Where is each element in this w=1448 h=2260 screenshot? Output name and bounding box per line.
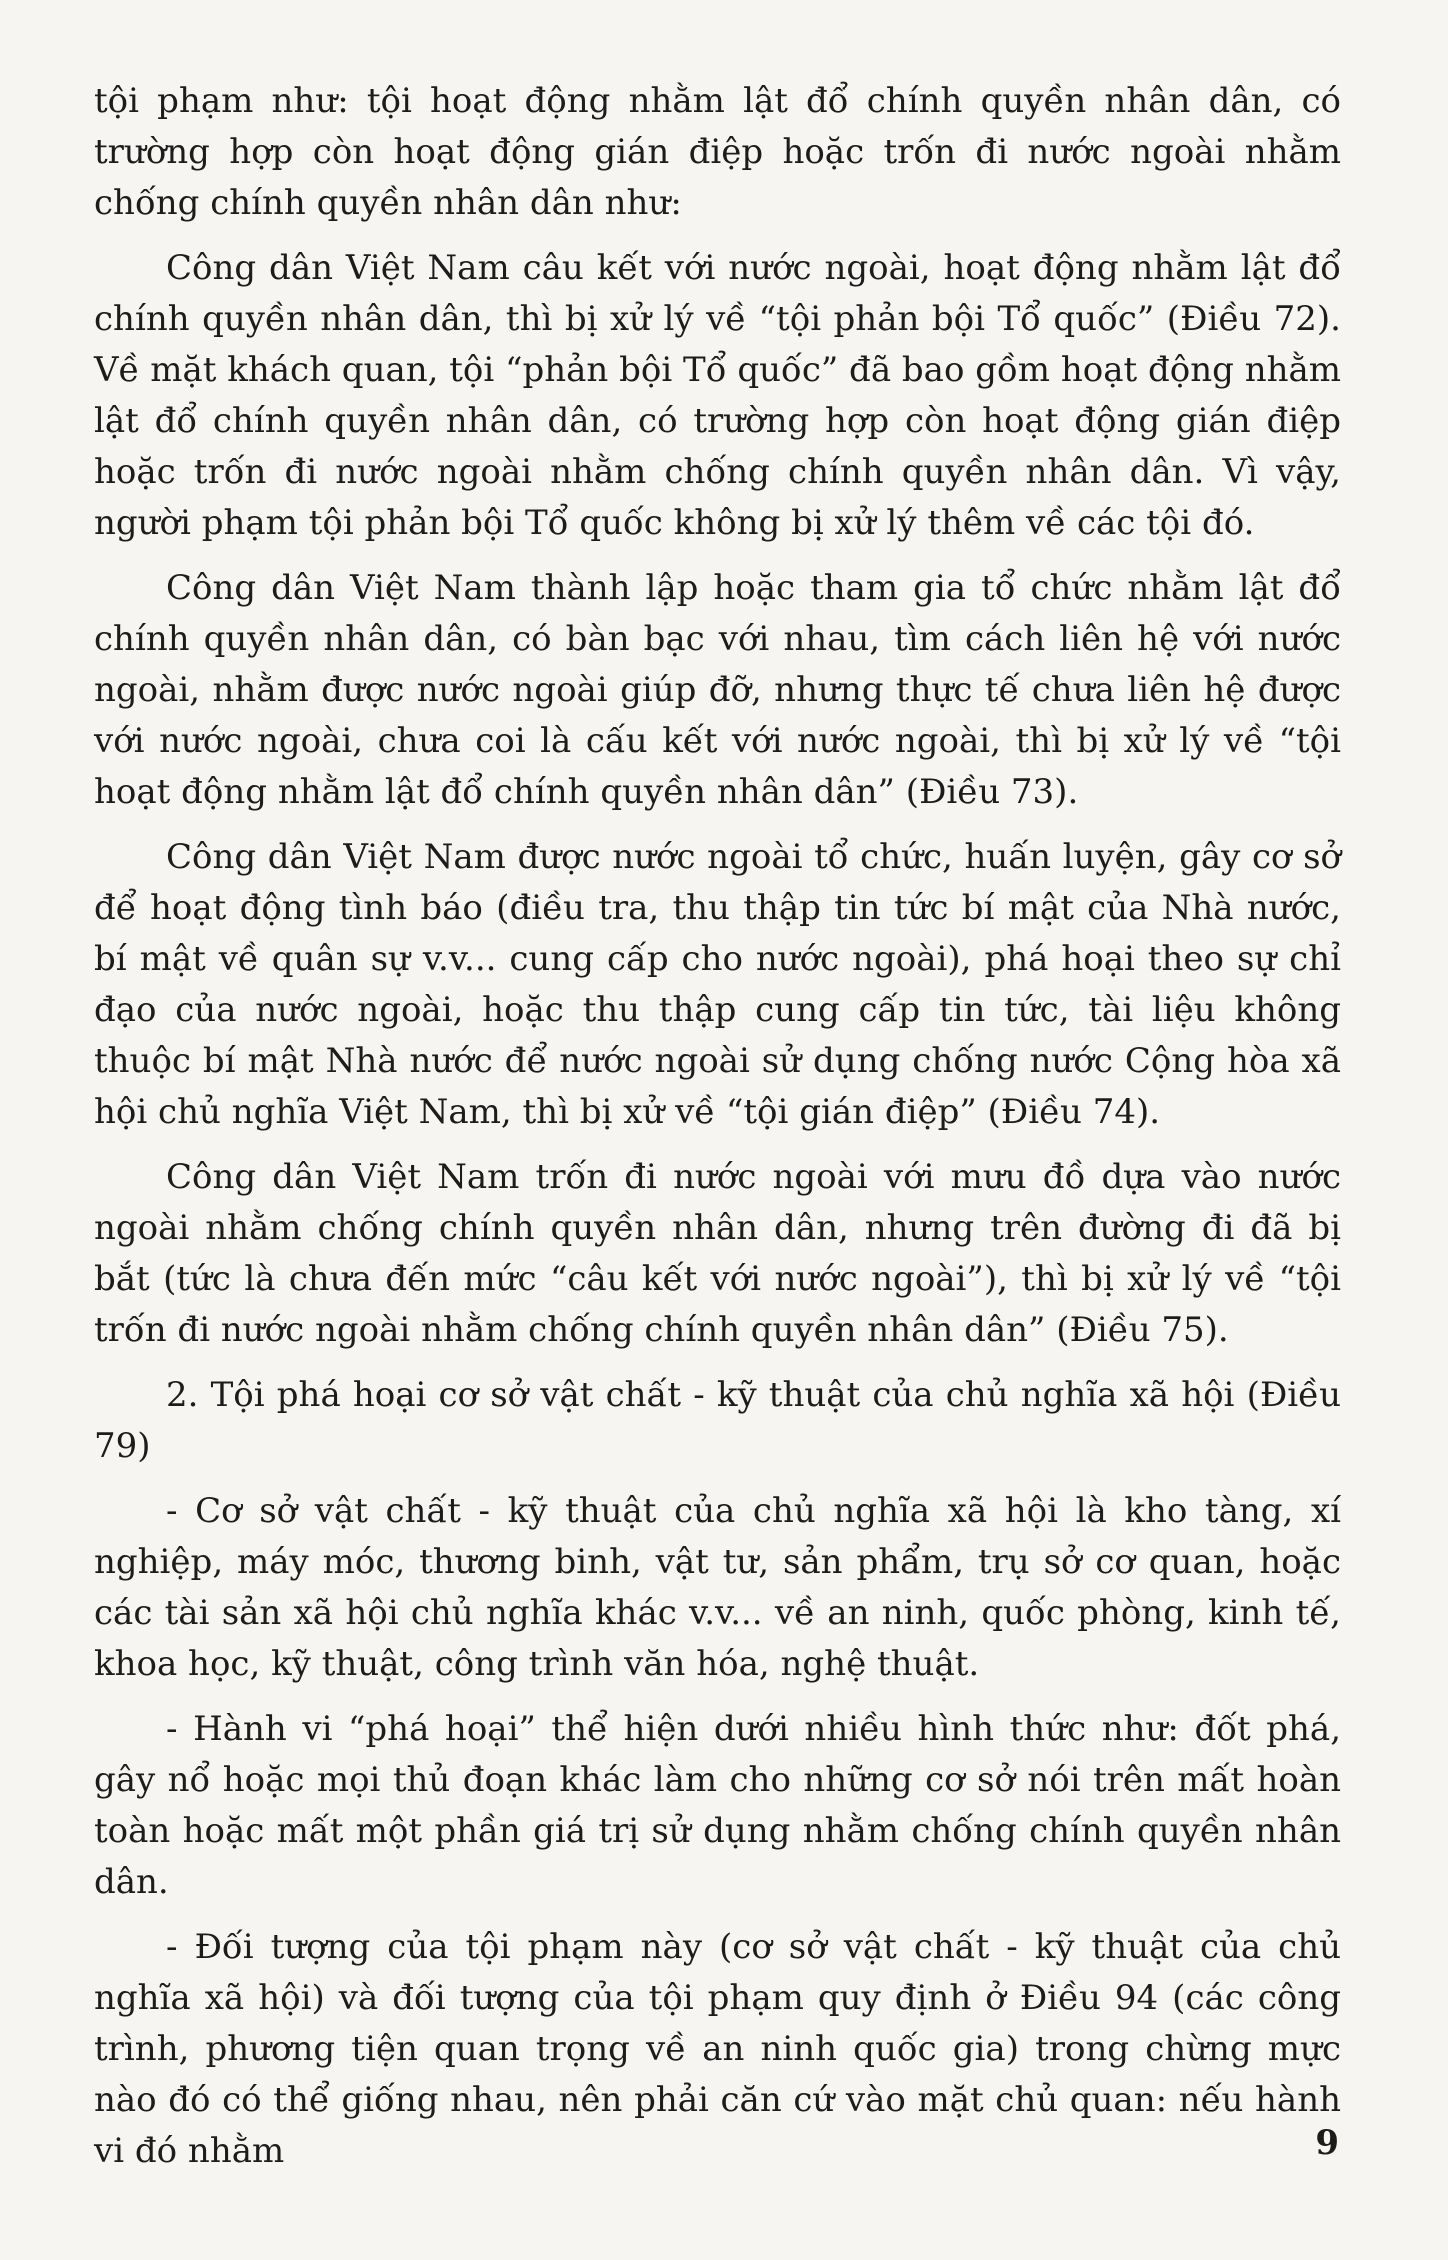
paragraph-sabotage-acts: - Hành vi “phá hoại” thể hiện dưới nhiều hình thức như: đốt phá, gây nổ hoặc mọi thủ đoạn khác làm cho những cơ sở nói trên mất hoàn toàn hoặc mất một phần giá trị sử dụng nhằm chống chính quyền nhân dân. [94, 1709, 1341, 1902]
paragraph-material-basis: - Cơ sở vật chất - kỹ thuật của chủ nghĩa xã hội là kho tàng, xí nghiệp, máy móc, thương binh, vật tư, sản phẩm, trụ sở cơ quan, hoặc các tài sản xã hội chủ nghĩa khác v.v... về an ninh, quốc phòng, kinh tế, khoa học, kỹ thuật, công trình văn hóa, nghệ thuật. [94, 1491, 1341, 1684]
paragraph-overthrow: Công dân Việt Nam thành lập hoặc tham gia tổ chức nhằm lật đổ chính quyền nhân dân, có bàn bạc với nhau, tìm cách liên hệ với nước ngoài, nhằm được nước ngoài giúp đỡ, nhưng thực tế chưa liên hệ được với nước ngoài, chưa coi là cấu kết với nước ngoài, thì bị xử lý về “tội hoạt động nhằm lật đổ chính quyền nhân dân” (Điều 73). [94, 568, 1341, 812]
paragraph-continuation: tội phạm như: tội hoạt động nhằm lật đổ chính quyền nhân dân, có trường hợp còn hoạt động gián điệp hoặc trốn đi nước ngoài nhằm chống chính quyền nhân dân như: [94, 81, 1341, 223]
section-heading-sabotage: 2. Tội phá hoại cơ sở vật chất - kỹ thuật của chủ nghĩa xã hội (Điều 79) [94, 1375, 1341, 1466]
paragraph-treason: Công dân Việt Nam câu kết với nước ngoài, hoạt động nhằm lật đổ chính quyền nhân dân, thì bị xử lý về “tội phản bội Tổ quốc” (Điều 72). Về mặt khách quan, tội “phản bội Tổ quốc” đã bao gồm hoạt động nhằm lật đổ chính quyền nhân dân, có trường hợp còn hoạt động gián điệp hoặc trốn đi nước ngoài nhằm chống chính quyền nhân dân. Vì vậy, người phạm tội phản bội Tổ quốc không bị xử lý thêm về các tội đó. [94, 248, 1341, 543]
paragraph-espionage: Công dân Việt Nam được nước ngoài tổ chức, huấn luyện, gây cơ sở để hoạt động tình báo (điều tra, thu thập tin tức bí mật của Nhà nước, bí mật về quân sự v.v... cung cấp cho nước ngoài), phá hoại theo sự chỉ đạo của nước ngoài, hoặc thu thập cung cấp tin tức, tài liệu không thuộc bí mật Nhà nước để nước ngoài sử dụng chống nước Cộng hòa xã hội chủ nghĩa Việt Nam, thì bị xử về “tội gián điệp” (Điều 74). [94, 837, 1341, 1132]
paragraph-object-of-crime: - Đối tượng của tội phạm này (cơ sở vật chất - kỹ thuật của chủ nghĩa xã hội) và đối tượng của tội phạm quy định ở Điều 94 (các công trình, phương tiện quan trọng về an ninh quốc gia) trong chừng mực nào đó có thể giống nhau, nên phải căn cứ vào mặt chủ quan: nếu hành vi đó nhằm [94, 1927, 1341, 2171]
paragraph-fleeing-abroad: Công dân Việt Nam trốn đi nước ngoài với mưu đồ dựa vào nước ngoài nhằm chống chính quyền nhân dân, nhưng trên đường đi đã bị bắt (tức là chưa đến mức “câu kết với nước ngoài”), thì bị xử lý về “tội trốn đi nước ngoài nhằm chống chính quyền nhân dân” (Điều 75). [94, 1157, 1341, 1350]
page-number: 9 [1315, 2123, 1339, 2163]
